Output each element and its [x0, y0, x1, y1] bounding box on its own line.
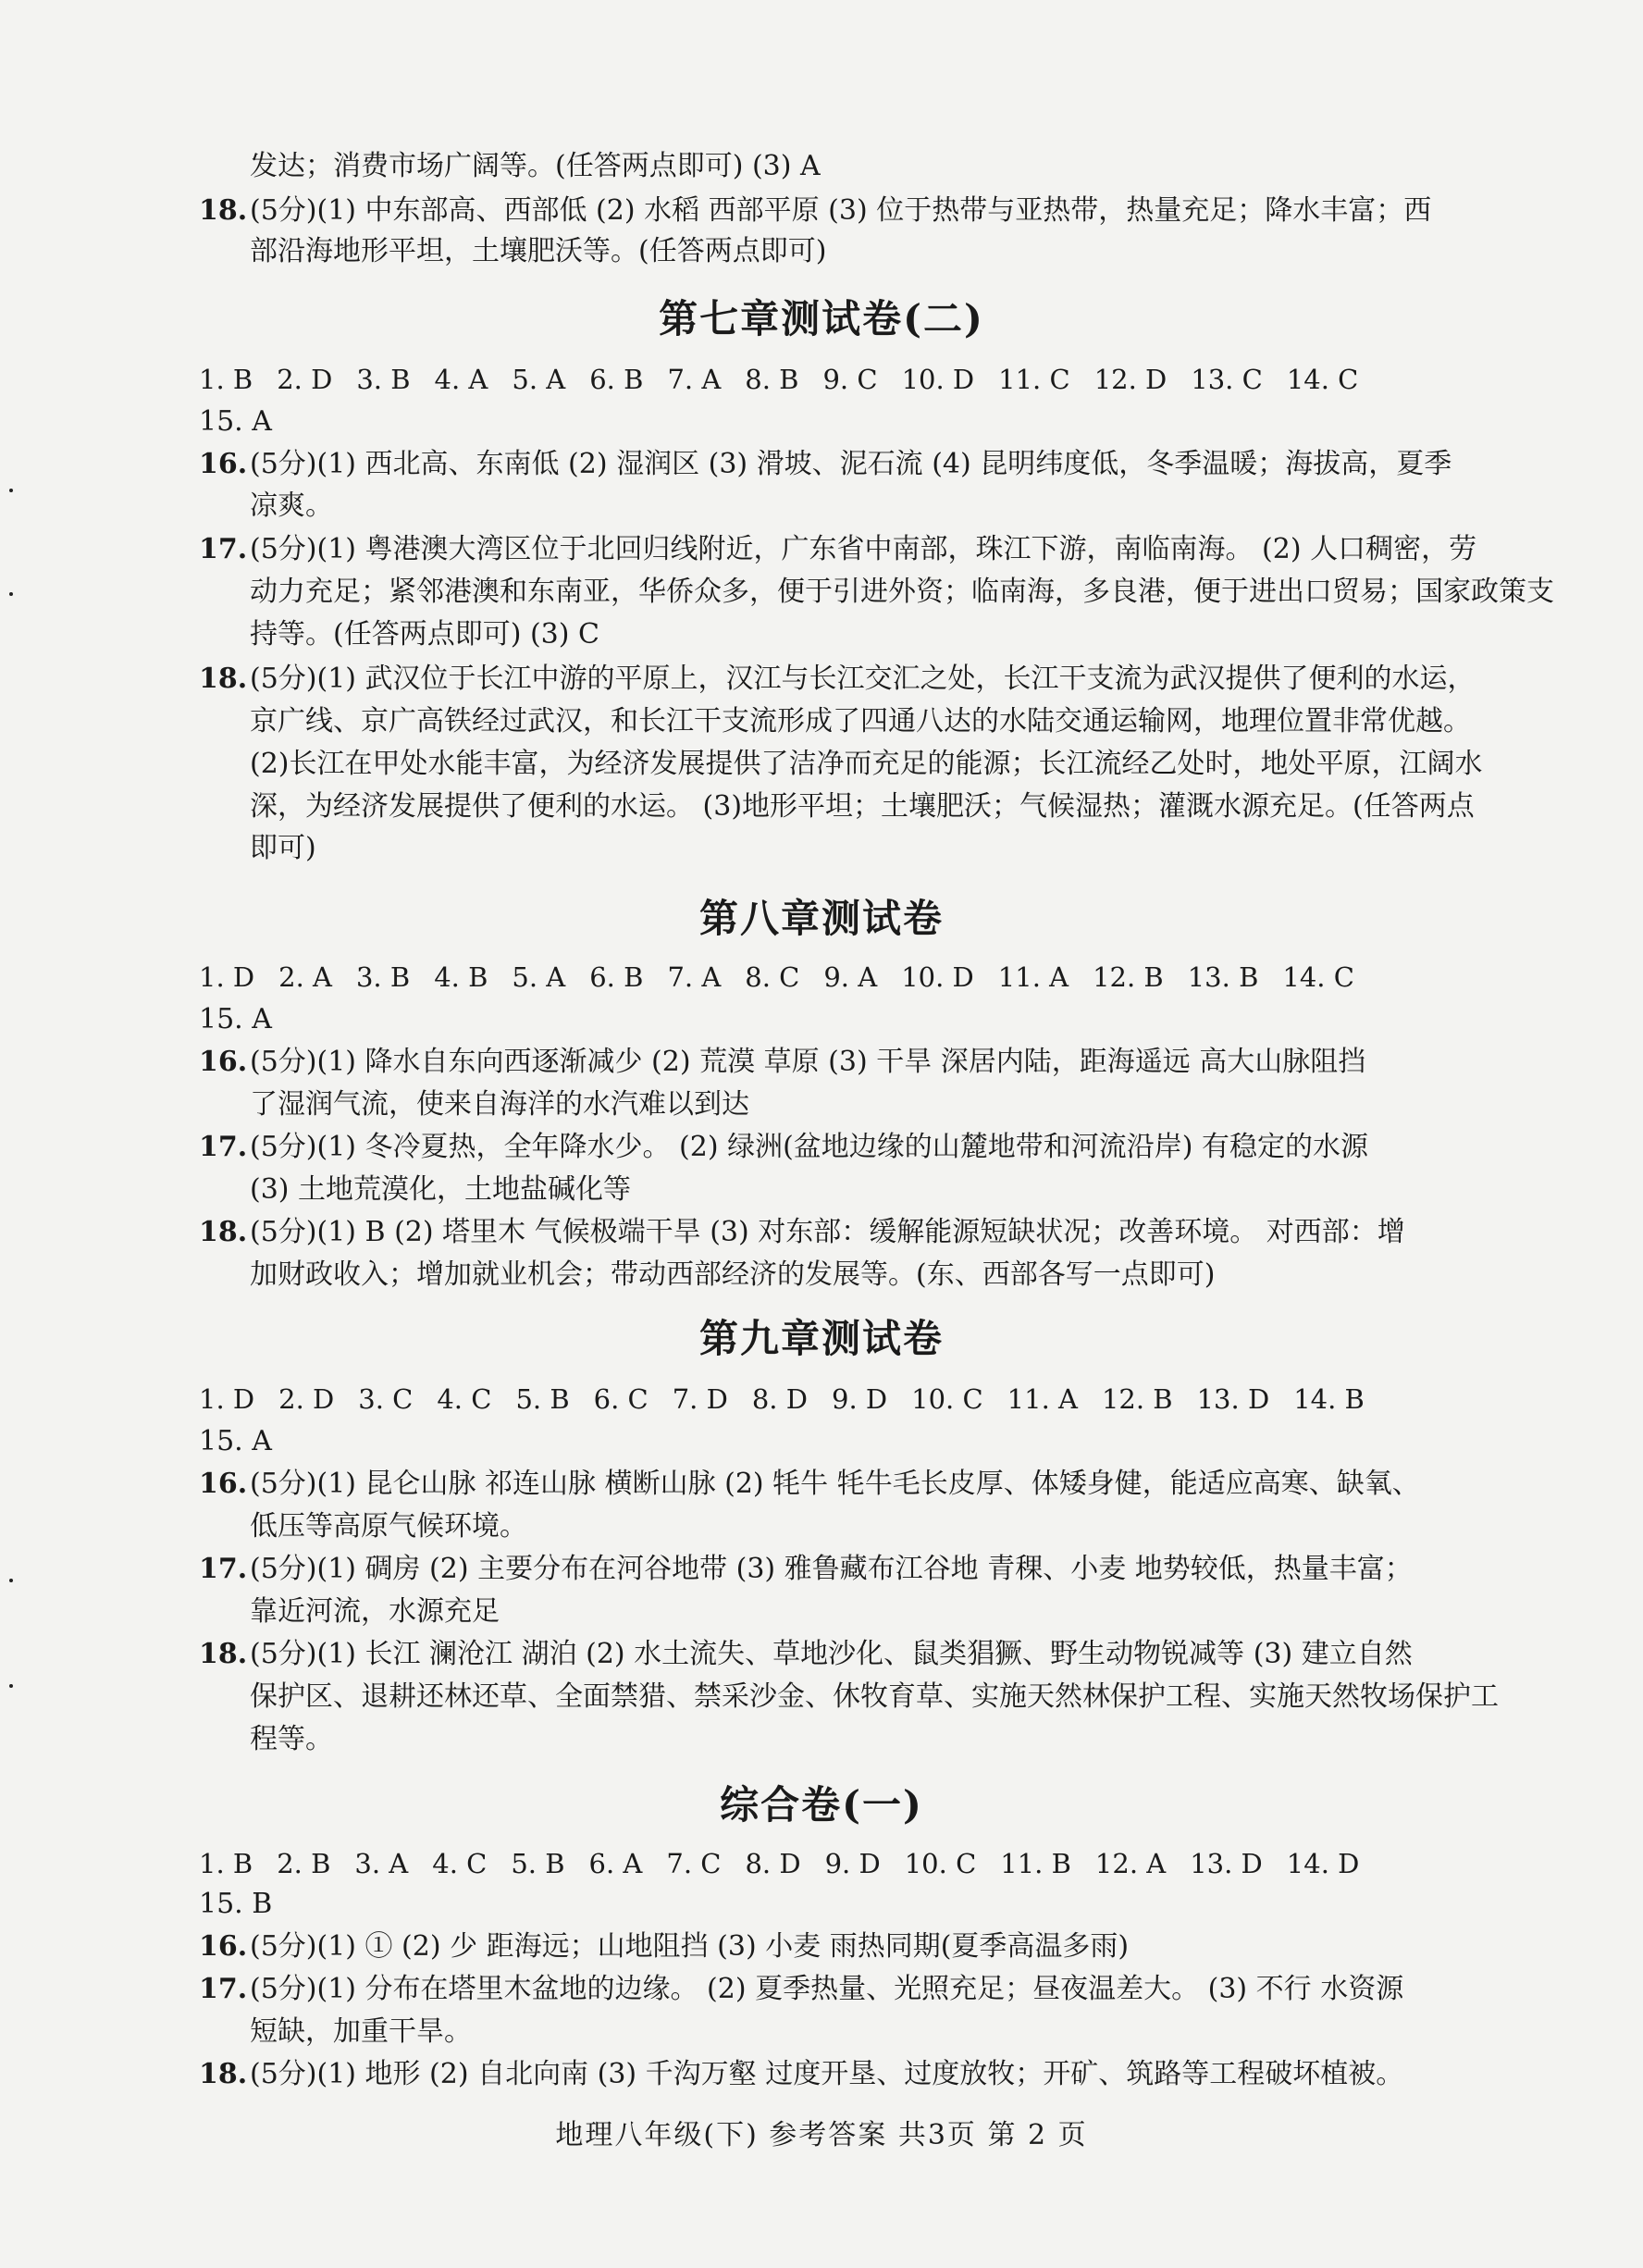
- ch7-mc-answers: 1. B 2. D 3. B 4. A 5. A 6. B 7. A 8. B 9. C 10. D 11. C 12. D 13. C 14. C: [199, 364, 1359, 395]
- zh1-q16: 16.(5分)(1) ① (2) 少 距海远；山地阻挡 (3) 小麦 雨热同期(夏季高温多雨): [199, 1930, 1130, 1963]
- ch7-q16: 16.(5分)(1) 西北高、东南低 (2) 湿润区 (3) 滑坡、泥石流 (4) 昆明纬度低，冬季温暖；海拔高，夏季: [199, 448, 1452, 480]
- ch9-q16-line2: 低压等高原气候环境。: [250, 1510, 527, 1543]
- ch7-q18-line4: 深，为经济发展提供了便利的水运。 (3)地形平坦；土壤肥沃；气候湿热；灌溉水源充足。(任答两点: [250, 790, 1475, 823]
- zh1-q18: 18.(5分)(1) 地形 (2) 自北向南 (3) 千沟万壑 过度开垦、过度放牧；开矿、筑路等工程破坏植被。: [199, 2058, 1404, 2090]
- zh1-q15: 15. B: [199, 1888, 273, 1920]
- ch8-q18-line2: 加财政收入；增加就业机会；带动西部经济的发展等。(东、西部各写一点即可): [250, 1258, 1216, 1291]
- ch7-q15: 15. A: [199, 405, 272, 438]
- ch8-q18: 18.(5分)(1) B (2) 塔里木 气候极端干旱 (3) 对东部：缓解能源短缺状况；改善环境。 对西部：增: [199, 1216, 1405, 1248]
- ch9-mc-answers: 1. D 2. D 3. C 4. C 5. B 6. C 7. D 8. D 9. D 10. C 11. A 12. B 13. D 14. B: [199, 1383, 1365, 1415]
- zh1-mc-answers: 1. B 2. B 3. A 4. C 5. B 6. A 7. C 8. D 9. D 10. C 11. B 12. A 13. D 14. D: [199, 1848, 1360, 1879]
- ch8-mc-answers: 1. D 2. A 3. B 4. B 5. A 6. B 7. A 8. C 9. A 10. D 11. A 12. B 13. B 14. C: [199, 961, 1354, 993]
- ch9-q16: 16.(5分)(1) 昆仑山脉 祁连山脉 横断山脉 (2) 牦牛 牦牛毛长皮厚、体矮身健，能适应高寒、缺氧、: [199, 1468, 1420, 1500]
- ch7-q18: 18.(5分)(1) 武汉位于长江中游的平原上，汉江与长江交汇之处，长江干支流为武汉提供了便利的水运，: [199, 663, 1476, 695]
- ch9-q18-line3: 程等。: [250, 1723, 333, 1755]
- ch7-q17-line3: 持等。(任答两点即可) (3) C: [250, 618, 599, 651]
- margin-dot: [9, 489, 13, 492]
- zh1-q17: 17.(5分)(1) 分布在塔里木盆地的边缘。 (2) 夏季热量、光照充足；昼夜温差大。 (3) 不行 水资源: [199, 1973, 1404, 2005]
- section-title-zh1: 综合卷(一): [720, 1782, 923, 1828]
- prev-q17-continuation: 发达；消费市场广阔等。(任答两点即可) (3) A: [250, 150, 821, 182]
- ch8-q17-line2: (3) 土地荒漠化，土地盐碱化等: [250, 1173, 632, 1206]
- ch8-q15: 15. A: [199, 1003, 272, 1035]
- ch7-q18-line2: 京广线、京广高铁经过武汉，和长江干支流形成了四通八达的水陆交通运输网，地理位置非常优越。: [250, 705, 1471, 737]
- page-footer: 地理八年级(下) 参考答案 共3页 第 2 页: [555, 2119, 1088, 2151]
- section-title-ch7: 第七章测试卷(二): [659, 296, 984, 341]
- margin-dot: [9, 592, 13, 596]
- ch9-q15: 15. A: [199, 1425, 272, 1457]
- margin-dot: [9, 1684, 13, 1688]
- ch7-q18-line5: 即可): [250, 832, 316, 864]
- ch9-q17: 17.(5分)(1) 碉房 (2) 主要分布在河谷地带 (3) 雅鲁藏布江谷地 青稞、小麦 地势较低，热量丰富；: [199, 1553, 1413, 1585]
- ch8-q17: 17.(5分)(1) 冬冷夏热，全年降水少。 (2) 绿洲(盆地边缘的山麓地带和河流沿岸) 有稳定的水源: [199, 1131, 1369, 1163]
- prev-q18: 18.(5分)(1) 中东部高、西部低 (2) 水稻 西部平原 (3) 位于热带与亚热带，热量充足；降水丰富；西: [199, 194, 1432, 227]
- section-title-ch9: 第九章测试卷: [698, 1316, 944, 1361]
- ch7-q17: 17.(5分)(1) 粤港澳大湾区位于北回归线附近，广东省中南部，珠江下游，南临南海。 (2) 人口稠密，劳: [199, 533, 1477, 565]
- ch8-q16: 16.(5分)(1) 降水自东向西逐渐减少 (2) 荒漠 草原 (3) 干旱 深居内陆，距海遥远 高大山脉阻挡: [199, 1046, 1366, 1078]
- section-title-ch8: 第八章测试卷: [698, 896, 944, 941]
- ch9-q18-line2: 保护区、退耕还林还草、全面禁猎、禁采沙金、休牧育草、实施天然林保护工程、实施天然牧场保护工: [250, 1680, 1499, 1713]
- ch7-q16-line2: 凉爽。: [250, 490, 333, 522]
- ch7-q17-line2: 动力充足；紧邻港澳和东南亚，华侨众多，便于引进外资；临南海，多良港，便于进出口贸易；国家政策支: [250, 576, 1554, 608]
- ch8-q16-line2: 了湿润气流，使来自海洋的水汽难以到达: [250, 1088, 749, 1121]
- margin-dot: [9, 1579, 13, 1582]
- ch7-q18-line3: (2)长江在甲处水能丰富，为经济发展提供了洁净而充足的能源；长江流经乙处时，地处平原，江阔水: [250, 748, 1483, 780]
- ch9-q18: 18.(5分)(1) 长江 澜沧江 湖泊 (2) 水土流失、草地沙化、鼠类猖獗、野生动物锐减等 (3) 建立自然: [199, 1638, 1413, 1670]
- prev-q18-line2: 部沿海地形平坦，土壤肥沃等。(任答两点即可): [250, 235, 827, 267]
- ch9-q17-line2: 靠近河流，水源充足: [250, 1595, 500, 1628]
- zh1-q17-line2: 短缺，加重干旱。: [250, 2015, 472, 2048]
